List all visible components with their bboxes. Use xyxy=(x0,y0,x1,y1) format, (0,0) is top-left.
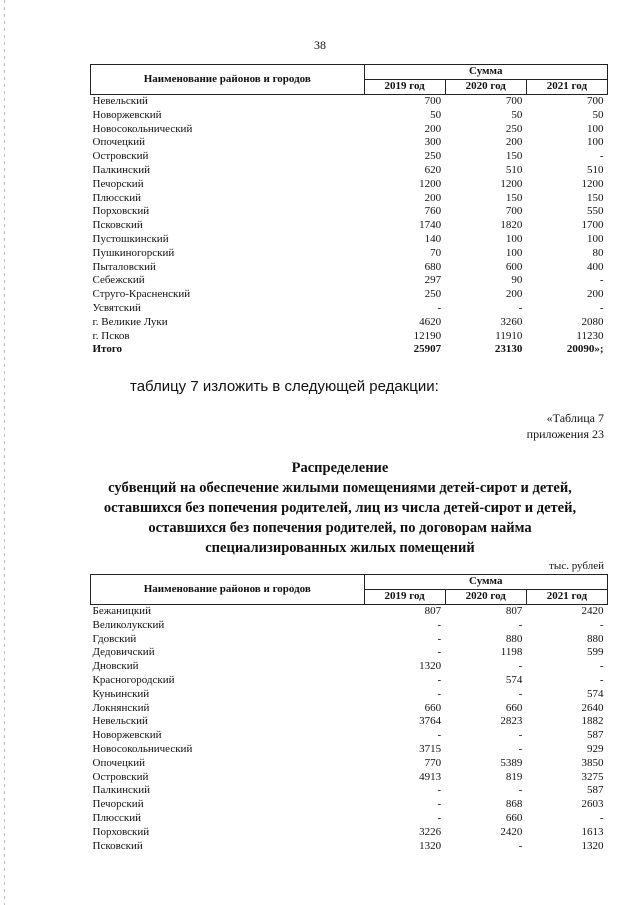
value-2019-cell: - xyxy=(437,811,442,824)
title-line: специализированных жилых помещений xyxy=(205,540,475,556)
value-2020-cell: 880 xyxy=(505,632,523,645)
district-name-cell: Псковский xyxy=(92,839,143,852)
document-title xyxy=(40,458,640,558)
value-2020-cell: - xyxy=(518,618,523,631)
district-name-cell: Куньинский xyxy=(92,687,150,700)
table-row xyxy=(91,150,608,164)
header-year-2019: 2019 год xyxy=(364,80,445,95)
table-row xyxy=(91,330,608,344)
value-2019-cell: 12190 xyxy=(413,329,442,342)
value-2020-cell: 660 xyxy=(505,701,523,714)
table-row xyxy=(91,233,608,247)
value-2020-cell: 23130 xyxy=(494,343,523,356)
value-2020-cell: 1820 xyxy=(500,219,523,232)
table-row xyxy=(91,633,608,647)
value-2021-cell: 1700 xyxy=(581,219,604,232)
table-row xyxy=(91,729,608,743)
value-2019-cell: 1740 xyxy=(419,219,442,232)
table-row xyxy=(91,812,608,826)
value-2021-cell: - xyxy=(599,673,604,686)
table-row xyxy=(91,219,608,233)
value-2020-cell: 100 xyxy=(505,232,523,245)
value-2020-cell: 150 xyxy=(505,150,523,163)
table-reference xyxy=(527,410,604,442)
units-label: тыс. рублей xyxy=(549,560,604,572)
value-2020-cell: 50 xyxy=(511,108,523,121)
district-name-cell: Пыталовский xyxy=(92,260,156,273)
value-2021-cell: 150 xyxy=(587,191,604,204)
value-2020-cell: - xyxy=(518,839,523,852)
district-name-cell: Новосокольнический xyxy=(92,122,193,135)
table-row xyxy=(91,261,608,275)
header-year-2019: 2019 год xyxy=(364,590,445,605)
district-name-cell: Великолукский xyxy=(92,618,165,631)
district-name-cell: Итого xyxy=(92,343,123,356)
table-row xyxy=(91,136,608,150)
value-2019-cell: 140 xyxy=(424,232,442,245)
title-line: оставшихся без попечения родителей, по договорам найма xyxy=(148,520,532,536)
district-name-cell: Гдовский xyxy=(92,632,137,645)
district-name-cell: Новоржевский xyxy=(92,108,162,121)
value-2021-cell: 2420 xyxy=(581,605,604,617)
district-name-cell: г. Псков xyxy=(92,329,130,342)
value-2019-cell: 770 xyxy=(424,756,442,769)
value-2021-cell: 20090»; xyxy=(566,343,604,356)
value-2021-cell: 880 xyxy=(587,632,604,645)
value-2021-cell: 100 xyxy=(587,122,604,135)
table-row xyxy=(91,784,608,798)
value-2019-cell: 807 xyxy=(424,605,442,617)
table-body xyxy=(91,605,608,854)
value-2020-cell: 510 xyxy=(505,163,523,176)
value-2019-cell: - xyxy=(437,687,442,700)
value-2021-cell: 11230 xyxy=(576,329,604,342)
table-row xyxy=(91,826,608,840)
district-name-cell: Дедовичский xyxy=(92,646,155,659)
table-row xyxy=(91,757,608,771)
total-row xyxy=(91,343,608,357)
district-name-cell: г. Великие Луки xyxy=(92,315,168,328)
value-2019-cell: 25907 xyxy=(413,343,442,356)
district-name-cell: Дновский xyxy=(92,660,139,673)
value-2020-cell: 200 xyxy=(505,288,523,301)
value-2019-cell: - xyxy=(437,798,442,811)
value-2019-cell: 200 xyxy=(424,191,442,204)
value-2021-cell: 510 xyxy=(587,163,604,176)
value-2020-cell: 1200 xyxy=(500,177,523,190)
value-2021-cell: - xyxy=(599,274,604,287)
header-year-2020: 2020 год xyxy=(445,80,526,95)
value-2019-cell: 4620 xyxy=(419,315,442,328)
value-2021-cell: 80 xyxy=(592,246,604,259)
value-2021-cell: 100 xyxy=(587,232,604,245)
value-2021-cell: 587 xyxy=(587,729,604,742)
value-2020-cell: 700 xyxy=(505,205,523,218)
value-2021-cell: - xyxy=(599,660,604,673)
table-row xyxy=(91,316,608,330)
district-name-cell: Палкинский xyxy=(92,784,151,797)
table-row xyxy=(91,674,608,688)
header-district-name: Наименование районов и городов xyxy=(91,575,365,605)
value-2020-cell: 5389 xyxy=(500,756,523,769)
value-2019-cell: - xyxy=(437,729,442,742)
table-row xyxy=(91,702,608,716)
value-2019-cell: 3226 xyxy=(419,825,442,838)
district-name-cell: Новосокольнический xyxy=(92,742,193,755)
value-2019-cell: 50 xyxy=(430,108,442,121)
value-2019-cell: 250 xyxy=(424,288,442,301)
table-row xyxy=(91,274,608,288)
value-2020-cell: - xyxy=(518,742,523,755)
value-2021-cell: - xyxy=(599,301,604,314)
district-name-cell: Плюсский xyxy=(92,191,142,204)
district-name-cell: Себежский xyxy=(92,274,145,287)
value-2019-cell: - xyxy=(437,632,442,645)
header-year-2020: 2020 год xyxy=(445,590,526,605)
value-2019-cell: - xyxy=(437,301,442,314)
value-2020-cell: 150 xyxy=(505,191,523,204)
district-name-cell: Усвятский xyxy=(92,301,141,314)
value-2021-cell: 599 xyxy=(587,646,604,659)
table-reference-line: «Таблица 7 xyxy=(546,411,604,425)
district-name-cell: Псковский xyxy=(92,219,143,232)
value-2019-cell: 300 xyxy=(424,136,442,149)
table-7-distribution xyxy=(90,574,608,853)
district-name-cell: Пушкиногорский xyxy=(92,246,175,259)
subsidy-table-continuation xyxy=(90,64,608,357)
value-2019-cell: 200 xyxy=(424,122,442,135)
district-name-cell: Локнянский xyxy=(92,701,150,714)
table-row xyxy=(91,109,608,123)
table-row xyxy=(91,288,608,302)
table-row xyxy=(91,798,608,812)
table-row xyxy=(91,771,608,785)
value-2021-cell: 1200 xyxy=(581,177,604,190)
value-2021-cell: 929 xyxy=(587,742,604,755)
value-2019-cell: 3715 xyxy=(419,742,442,755)
value-2019-cell: 3764 xyxy=(419,715,442,728)
value-2021-cell: 50 xyxy=(592,108,604,121)
district-name-cell: Пустошкинский xyxy=(92,232,169,245)
district-name-cell: Новоржевский xyxy=(92,729,162,742)
value-2020-cell: 600 xyxy=(505,260,523,273)
district-name-cell: Невельский xyxy=(92,95,148,107)
value-2021-cell: 1882 xyxy=(581,715,604,728)
table-row xyxy=(91,840,608,854)
district-name-cell: Порховский xyxy=(92,205,150,218)
district-name-cell: Островский xyxy=(92,770,149,783)
table-row xyxy=(91,619,608,633)
district-name-cell: Палкинский xyxy=(92,163,151,176)
table-row xyxy=(91,660,608,674)
header-sum: Сумма xyxy=(364,575,607,590)
district-name-cell: Порховский xyxy=(92,825,150,838)
value-2021-cell: 100 xyxy=(587,136,604,149)
value-2021-cell: 2603 xyxy=(581,798,604,811)
district-name-cell: Опочецкий xyxy=(92,136,145,149)
value-2020-cell: 807 xyxy=(505,605,523,617)
value-2019-cell: 620 xyxy=(424,163,442,176)
value-2021-cell: 2080 xyxy=(581,315,604,328)
title-line: оставшихся без попечения родителей, лиц из числа детей-сирот и детей, xyxy=(103,500,577,516)
value-2020-cell: 3260 xyxy=(500,315,523,328)
value-2021-cell: 1613 xyxy=(581,825,604,838)
value-2019-cell: 250 xyxy=(424,150,442,163)
table-row xyxy=(91,743,608,757)
table-row xyxy=(91,123,608,137)
value-2020-cell: 1198 xyxy=(500,646,523,659)
header-year-2021: 2021 год xyxy=(526,590,607,605)
value-2021-cell: - xyxy=(599,150,604,163)
value-2021-cell: 3275 xyxy=(581,770,604,783)
value-2021-cell: 587 xyxy=(587,784,604,797)
value-2021-cell: 3850 xyxy=(581,756,604,769)
value-2021-cell: 200 xyxy=(587,288,604,301)
table-row xyxy=(91,178,608,192)
amendment-instruction: таблицу 7 изложить в следующей редакции: xyxy=(130,378,439,395)
value-2020-cell: - xyxy=(518,784,523,797)
table-row xyxy=(91,605,608,619)
table-row xyxy=(91,302,608,316)
title-line: Распределение xyxy=(291,460,389,476)
value-2019-cell: - xyxy=(437,618,442,631)
value-2020-cell: - xyxy=(518,660,523,673)
table-row xyxy=(91,646,608,660)
district-name-cell: Опочецкий xyxy=(92,756,145,769)
value-2019-cell: 660 xyxy=(424,701,442,714)
district-name-cell: Невельский xyxy=(92,715,148,728)
table-row xyxy=(91,164,608,178)
value-2021-cell: - xyxy=(599,811,604,824)
value-2019-cell: 700 xyxy=(424,95,442,107)
page-number: 38 xyxy=(314,38,326,52)
value-2021-cell: 2640 xyxy=(581,701,604,714)
value-2021-cell: 1320 xyxy=(581,839,604,852)
value-2019-cell: 1200 xyxy=(419,177,442,190)
value-2019-cell: 4913 xyxy=(419,770,442,783)
header-sum: Сумма xyxy=(364,65,607,80)
header-district-name: Наименование районов и городов xyxy=(91,65,365,95)
value-2019-cell: 680 xyxy=(424,260,442,273)
table-row xyxy=(91,247,608,261)
value-2020-cell: - xyxy=(518,729,523,742)
table-row xyxy=(91,192,608,206)
table-row xyxy=(91,688,608,702)
district-name-cell: Плюсский xyxy=(92,811,142,824)
value-2019-cell: - xyxy=(437,673,442,686)
value-2020-cell: 90 xyxy=(511,274,523,287)
header-year-2021: 2021 год xyxy=(526,80,607,95)
table-body xyxy=(91,95,608,358)
value-2020-cell: 2823 xyxy=(500,715,523,728)
value-2021-cell: 700 xyxy=(587,95,604,107)
appendix-reference-line: приложения 23 xyxy=(526,427,604,441)
district-name-cell: Струго-Красненский xyxy=(92,288,191,301)
value-2021-cell: - xyxy=(599,618,604,631)
district-name-cell: Бежаницкий xyxy=(92,605,151,617)
district-name-cell: Островский xyxy=(92,150,149,163)
value-2020-cell: - xyxy=(518,687,523,700)
value-2020-cell: 574 xyxy=(505,673,523,686)
value-2019-cell: 297 xyxy=(424,274,442,287)
district-name-cell: Красногородский xyxy=(92,673,175,686)
value-2019-cell: - xyxy=(437,646,442,659)
value-2019-cell: 70 xyxy=(430,246,442,259)
value-2020-cell: 2420 xyxy=(500,825,523,838)
value-2020-cell: 100 xyxy=(505,246,523,259)
table-row xyxy=(91,95,608,109)
district-name-cell: Печорский xyxy=(92,798,144,811)
value-2019-cell: - xyxy=(437,784,442,797)
value-2019-cell: 1320 xyxy=(419,839,442,852)
value-2020-cell: 868 xyxy=(505,798,523,811)
table-row xyxy=(91,205,608,219)
district-name-cell: Печорский xyxy=(92,177,144,190)
value-2021-cell: 550 xyxy=(587,205,604,218)
value-2021-cell: 400 xyxy=(587,260,604,273)
scan-edge xyxy=(4,0,5,905)
value-2020-cell: 200 xyxy=(505,136,523,149)
value-2021-cell: 574 xyxy=(587,687,604,700)
value-2020-cell: 660 xyxy=(505,811,523,824)
value-2020-cell: 250 xyxy=(505,122,523,135)
table-row xyxy=(91,715,608,729)
value-2019-cell: 1320 xyxy=(419,660,442,673)
value-2020-cell: 11910 xyxy=(495,329,523,342)
value-2020-cell: 819 xyxy=(505,770,523,783)
value-2020-cell: 700 xyxy=(505,95,523,107)
title-line: субвенций на обеспечение жилыми помещениями детей-сирот и детей, xyxy=(108,480,572,496)
value-2019-cell: 760 xyxy=(424,205,442,218)
value-2020-cell: - xyxy=(518,301,523,314)
